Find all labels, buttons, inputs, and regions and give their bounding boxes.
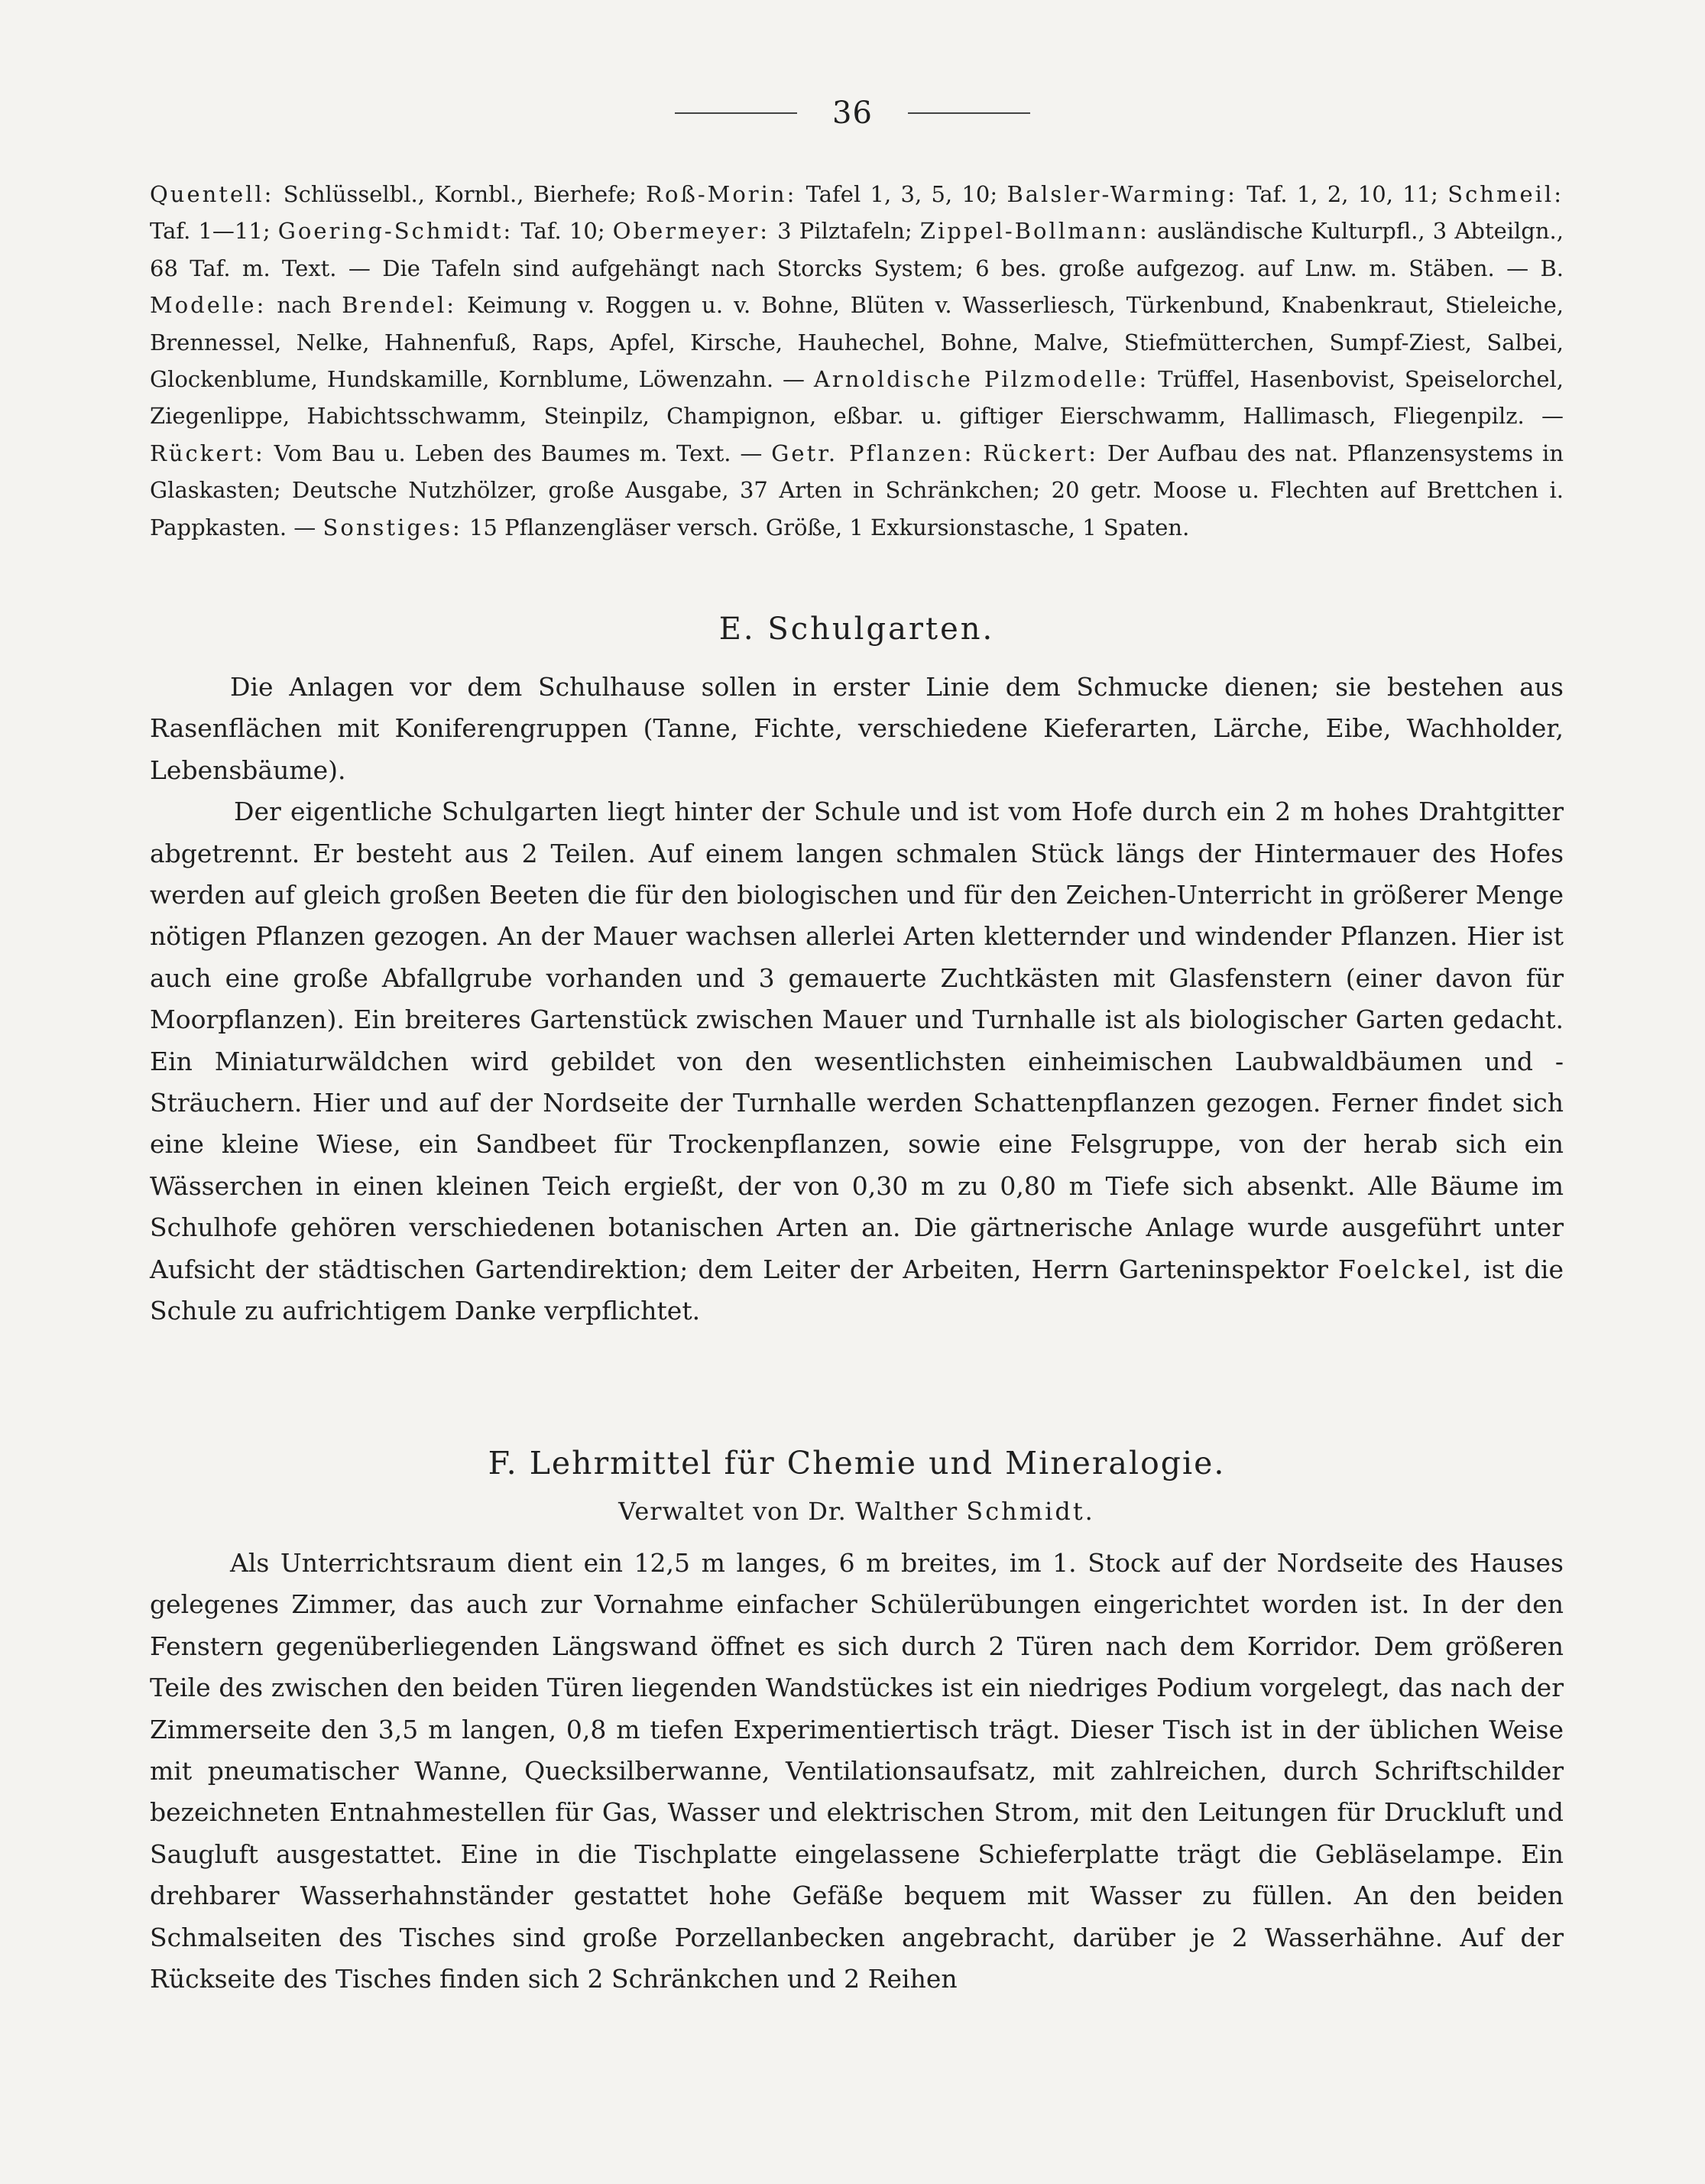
header-rule-left <box>675 112 797 114</box>
category-label: Getr. Pflanzen: <box>771 440 974 466</box>
inventory-text: Trüffel, Hasenbovist, Speiselorchel, Ziegenlippe, Habichtsschwamm, Steinpilz, Champignon, eßbar. u. giftiger Eierschwamm, Hallimasch, Fliegenpilz. — <box>150 366 1564 430</box>
inventory-text: Taf. 1, 2, 10, 11; <box>1237 181 1448 207</box>
section-e-heading: E. Schulgarten. <box>718 612 995 647</box>
inventory-text: Schlüsselbl., Kornbl., Bierhefe; <box>274 181 647 207</box>
person-name: Foelckel, <box>1337 1254 1474 1284</box>
header-rule-right <box>908 112 1030 114</box>
author-name: Rückert: <box>150 440 265 466</box>
author-name: Obermeyer: <box>612 218 770 245</box>
inventory-text: Der Aufbau des nat. Pflanzensystems in Glaskasten; Deutsche Nutzhölzer, große Ausgabe, 37 Arten in Schränkchen; 20 getr. Moose u. Flechten auf Brettchen i. Pappkasten. — <box>150 440 1564 540</box>
paragraph <box>150 791 1564 1332</box>
category-label: Sonstiges: <box>323 514 462 540</box>
category-label: Modelle: <box>150 292 267 319</box>
section-f-body <box>150 1543 1564 2000</box>
page-number: 36 <box>832 96 873 131</box>
inventory-text: 3 Pilztafeln; <box>769 218 920 245</box>
section-e-body <box>150 667 1564 1332</box>
page-header <box>0 96 1705 131</box>
author-name: Schmeil: <box>1447 181 1564 207</box>
inventory-text: ausländische Kulturpfl., 3 Abteilgn., 68 Taf. m. Text. — Die Tafeln sind aufgehängt nach Storcks System; 6 bes. große aufgezog. auf Lnw. m. Stäben. — B. <box>150 218 1564 281</box>
paragraph-text: Der eigentliche Schulgarten liegt hinter der Schule und ist vom Hofe durch ein 2 m hohes Drahtgitter abgetrennt. Er besteht aus 2 Teilen. Auf einem langen schmalen Stück längs der Hintermauer des Hofes werden auf gleich großen Beeten die für den biologischen und für den Zeichen-Unterricht in größerer Menge nötigen Pflanzen gezogen. An der Mauer wachsen allerlei Arten kletternder und windender Pflanzen. Hier ist auch eine große Abfallgrube vorhanden und 3 gemauerte Zuchtkästen mit Glasfenstern (einer davon für Moorpflanzen). Ein breiteres Gartenstück zwischen Mauer und Turnhalle ist als biologischer Garten gedacht. Ein Miniaturwäldchen wird gebildet von den wesentlichsten einheimischen Laubwaldbäumen und -Sträuchern. Hier und auf der Nordseite der Turnhalle werden Schattenpflanzen gezogen. Ferner findet sich eine kleine Wiese, ein Sandbeet für Trockenpflanzen, sowie eine Felsgruppe, von der herab sich ein Wässerchen in einen kleinen Teich ergießt, der von 0,30 m zu 0,80 m Tiefe sich absenkt. Alle Bäume im Schulhofe gehören verschiedenen botanischen Arten an. Die gärtnerische Anlage wurde ausgeführt unter Aufsicht der städtischen Gartendirektion; dem Leiter der Arbeiten, Herrn Garteninspektor <box>150 797 1564 1284</box>
inventory-text: 15 Pflanzengläser versch. Größe, 1 Exkursionstasche, 1 Spaten. <box>462 514 1190 540</box>
inventory-text: nach <box>266 292 342 319</box>
author-name: Roß-Morin: <box>646 181 797 207</box>
inventory-text: Tafel 1, 3, 5, 10; <box>796 181 1007 207</box>
author-name: Rückert: <box>983 440 1098 466</box>
inventory-text: Taf. 10; <box>513 218 613 245</box>
author-name: Goering-Schmidt: <box>277 218 514 245</box>
section-f-byline <box>150 1497 1564 1526</box>
inventory-text: Vom Bau u. Leben des Baumes m. Text. — <box>264 440 772 466</box>
author-name: Brendel: <box>342 292 457 319</box>
inventory-text: Taf. 1—11; <box>150 218 278 245</box>
byline-prefix: Verwaltet von Dr. Walther <box>618 1497 967 1526</box>
section-f-heading: F. Lehrmittel für Chemie und Mineralogie. <box>488 1445 1226 1481</box>
paragraph: Die Anlagen vor dem Schulhause sollen in erster Linie dem Schmucke dienen; sie bestehen aus Rasenflächen mit Koniferengruppen (Tanne, Fichte, verschiedene Kieferarten, Lärche, Eibe, Wachholder, Lebensbäume). <box>150 672 1564 785</box>
inventory-list <box>150 176 1564 546</box>
inventory-text: Keimung v. Roggen u. v. Bohne, Blüten v. Wasserliesch, Türkenbund, Knabenkraut, Stieleiche, Brennessel, Nelke, Hahnenfuß, Raps, Apfel, Kirsche, Hauhechel, Bohne, Malve, Stiefmütterchen, Sumpf-Ziest, Salbei, Glockenblume, Hundskamille, Kornblume, Löwenzahn. — <box>150 292 1564 393</box>
author-name: Balsler-Warming: <box>1006 181 1237 207</box>
inventory-text <box>974 440 983 466</box>
person-name: Schmidt. <box>966 1497 1095 1526</box>
author-name: Zippel-Bollmann: <box>919 218 1149 245</box>
paragraph: Als Unterrichtsraum dient ein 12,5 m langes, 6 m breites, im 1. Stock auf der Nordseite des Hauses gelegenes Zimmer, das auch zur Vornahme einfacher Schülerübungen eingerichtet worden ist. In der den Fenstern gegenüberliegenden Längswand öffnet es sich durch 2 Türen nach dem Korridor. Dem größeren Teile des zwischen den beiden Türen liegenden Wandstückes ist ein niedriges Podium vorgelegt, das nach der Zimmerseite den 3,5 m langen, 0,8 m tiefen Experimentiertisch trägt. Dieser Tisch ist in der üblichen Weise mit pneumatischer Wanne, Quecksilberwanne, Ventilationsaufsatz, mit zahlreichen, durch Schriftschilder bezeichneten Entnahmestellen für Gas, Wasser und elektrischen Strom, mit den Leitungen für Druckluft und Saugluft ausgestattet. Eine in die Tischplatte eingelassene Schieferplatte trägt die Gebläselampe. Ein drehbarer Wasserhahnständer gestattet hohe Gefäße bequem mit Wasser zu füllen. An den beiden Schmalseiten des Tisches sind große Porzellanbecken angebracht, darüber je 2 Wasserhähne. Auf der Rückseite des Tisches finden sich 2 Schränkchen und 2 Reihen <box>150 1548 1564 1994</box>
paragraph-text: ist die Schule zu aufrichtigem Danke verpflichtet. <box>150 1254 1564 1326</box>
author-name: Quentell: <box>150 181 274 207</box>
category-label: Arnoldische Pilzmodelle: <box>813 366 1149 393</box>
